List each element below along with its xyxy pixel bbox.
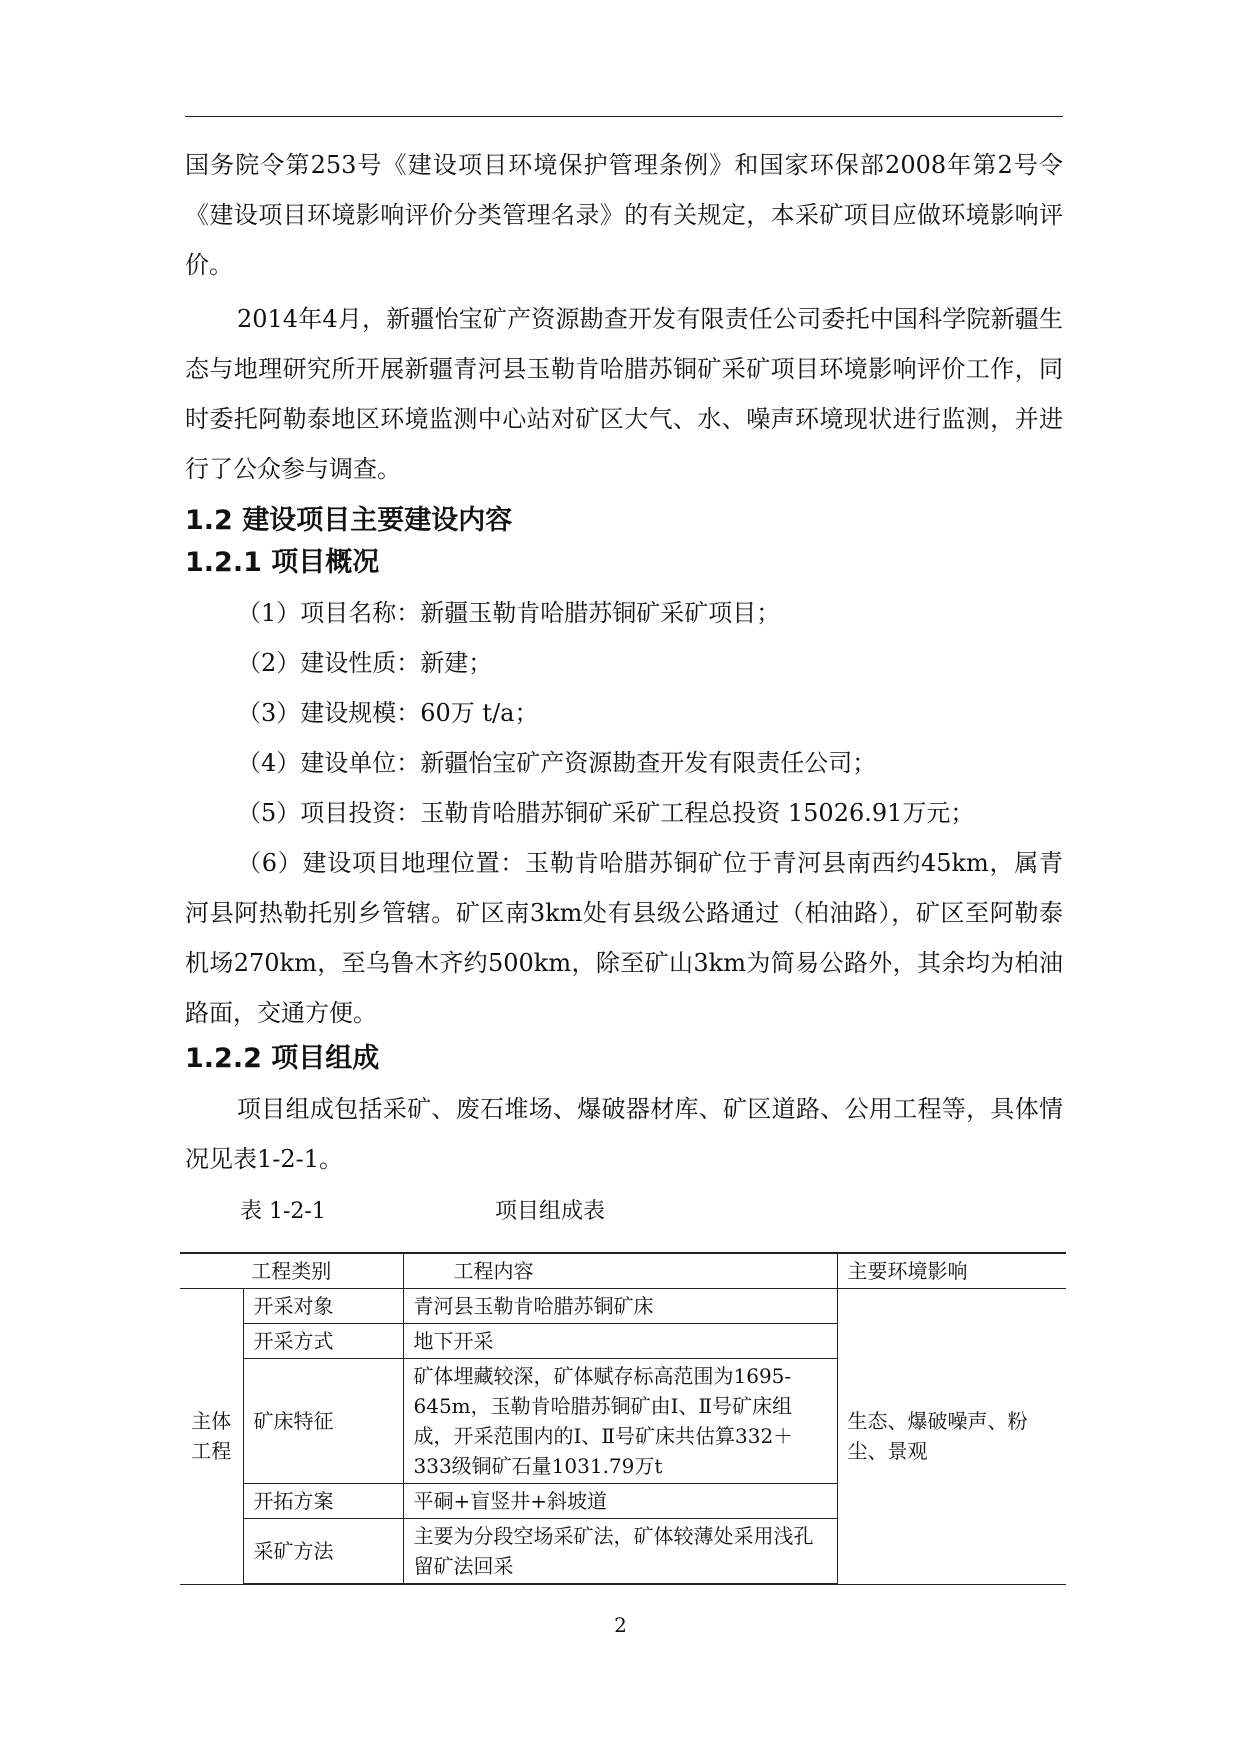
project-composition-table <box>180 1252 1066 1585</box>
page-body <box>185 140 1063 1230</box>
impact-cell: 生态、爆破噪声、粉尘、景观 <box>837 1289 1066 1585</box>
row-content: 矿体埋藏较深，矿体赋存标高范围为1695-645m，玉勒肯哈腊苏铜矿由Ⅰ、Ⅱ号矿床组成，开采范围内的Ⅰ、Ⅱ号矿床共估算332＋333级铜矿石量1031.79万t <box>403 1359 837 1484</box>
overview-item-nature: （2）建设性质：新建； <box>237 649 493 677</box>
overview-item-scale: （3）建设规模：60万 t/a； <box>237 699 539 727</box>
paragraph-commission: 2014年4月，新疆怡宝矿产资源勘查开发有限责任公司委托中国科学院新疆生态与地理研究所开展新疆青河县玉勒肯哈腊苏铜矿采矿项目环境影响评价工作，同时委托阿勒泰地区环境监测中心站对矿区大气、水、噪声环境现状进行监测，并进行了公众参与调查。 <box>185 305 1063 483</box>
row-category: 开拓方案 <box>243 1484 403 1519</box>
section-heading-1-2-1: 1.2.1 项目概况 <box>185 547 380 578</box>
table-title: 项目组成表 <box>495 1199 606 1224</box>
table-row <box>180 1289 1066 1324</box>
overview-item-investment: （5）项目投资：玉勒肯哈腊苏铜矿采矿工程总投资 15026.91万元； <box>237 799 975 827</box>
page-number: 2 <box>614 1613 627 1637</box>
row-category: 开采对象 <box>243 1289 403 1324</box>
table-header-row <box>180 1253 1066 1289</box>
paragraph-composition: 项目组成包括采矿、废石堆场、爆破器材库、矿区道路、公用工程等，具体情况见表1-2-1。 <box>185 1095 1063 1173</box>
header-impact: 主要环境影响 <box>837 1253 1066 1289</box>
overview-item-name: （1）项目名称：新疆玉勒肯哈腊苏铜矿采矿项目； <box>237 599 781 627</box>
header-rule <box>185 116 1063 117</box>
row-category: 矿床特征 <box>243 1359 403 1484</box>
overview-item-unit: （4）建设单位：新疆怡宝矿产资源勘查开发有限责任公司； <box>237 749 877 777</box>
row-content: 平硐+盲竖井+斜坡道 <box>403 1484 837 1519</box>
overview-item-location: （6）建设项目地理位置：玉勒肯哈腊苏铜矿位于青河县南西约45km，属青河县阿热勒托别乡管辖。矿区南3km处有县级公路通过（柏油路），矿区至阿勒泰机场270km，至乌鲁木齐约500km，除至矿山3km为简易公路外，其余均为柏油路面，交通方便。 <box>185 849 1063 1027</box>
row-category: 采矿方法 <box>243 1519 403 1585</box>
row-category: 开采方式 <box>243 1324 403 1359</box>
table-caption <box>185 1194 1063 1230</box>
header-category: 工程类别 <box>180 1253 403 1289</box>
table-number: 表 1-2-1 <box>240 1199 326 1224</box>
row-content: 地下开采 <box>403 1324 837 1359</box>
row-content: 青河县玉勒肯哈腊苏铜矿床 <box>403 1289 837 1324</box>
header-content: 工程内容 <box>403 1253 837 1289</box>
section-heading-1-2: 1.2 建设项目主要建设内容 <box>185 505 513 536</box>
paragraph-regulations: 国务院令第253号《建设项目环境保护管理条例》和国家环保部2008年第2号令《建设项目环境影响评价分类管理名录》的有关规定，本采矿项目应做环境影响评价。 <box>185 151 1063 279</box>
row-content: 主要为分段空场采矿法，矿体较薄处采用浅孔留矿法回采 <box>403 1519 837 1585</box>
group-label: 主体工程 <box>180 1289 243 1585</box>
section-heading-1-2-2: 1.2.2 项目组成 <box>185 1043 380 1074</box>
